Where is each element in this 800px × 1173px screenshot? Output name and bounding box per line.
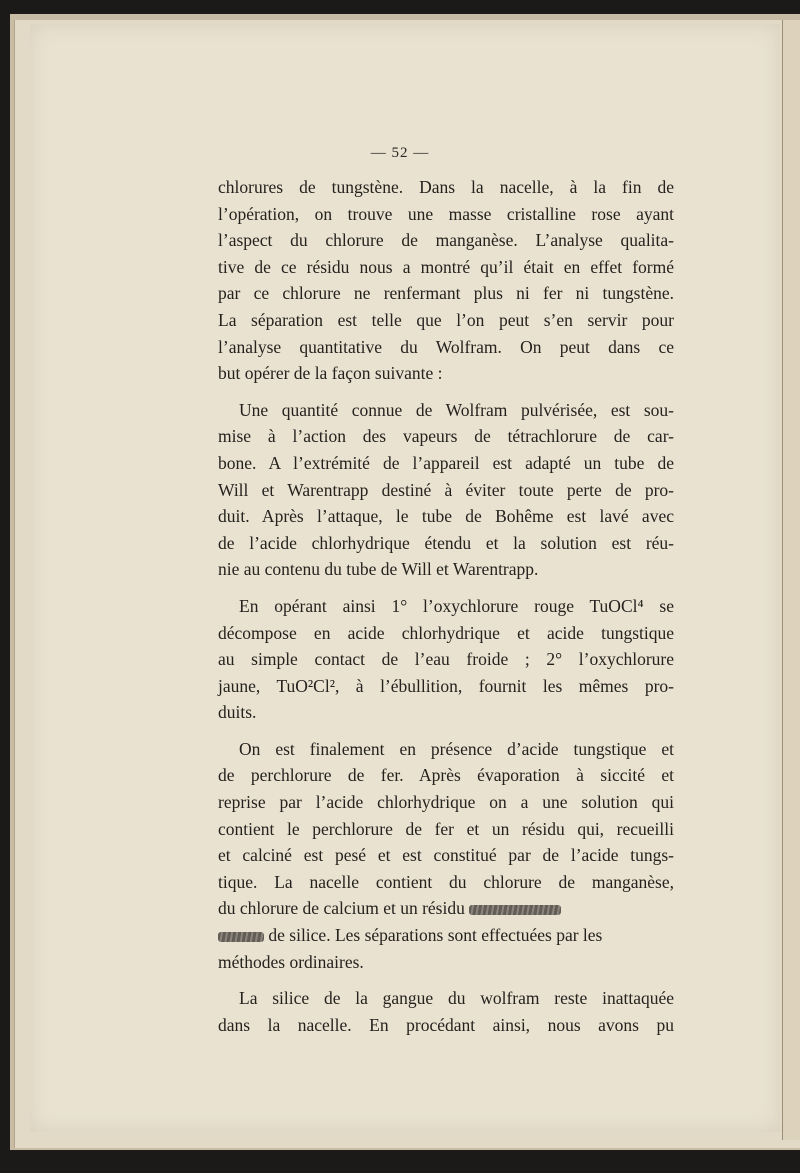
text-line: but opérer de la façon suivante : [218,363,443,384]
text-line: contient le perchlorure de fer et un résidu qui, recueilli [218,818,674,839]
text-line [218,922,674,949]
text-line: En opérant ainsi 1° l’oxychlorure rouge TuOCl⁴ se [239,595,674,616]
text-line: de perchlorure de fer. Après évaporation à siccité et [218,765,674,786]
paragraph [218,736,674,975]
page-number: — 52 — [370,145,430,161]
text-line: On est finalement en présence d’acide tungstique et [239,738,674,759]
text-line: chlorures de tungstène. Dans la nacelle, à la fin de [218,177,674,197]
paragraph [218,593,674,726]
text-line: Une quantité connue de Wolfram pulvérisée, est sou- [239,399,674,420]
text-line: l’analyse quantitative du Wolfram. On peut dans ce [218,336,674,357]
text-line: décompose en acide chlorhydrique et acide tungstique [218,622,674,643]
text-line: par ce chlorure ne renfermant plus ni fer ni tungstène. [218,283,674,304]
paragraph [218,397,674,583]
text-line: dans la nacelle. En procédant ainsi, nous avons pu [218,1014,674,1035]
text-line: et calciné est pesé et est constitué par de l’acide tungs- [218,845,674,866]
text-line: tique. La nacelle contient du chlorure de manganèse, [218,871,674,892]
body-text [218,174,674,1048]
ink-blot [218,932,264,942]
ink-blot [469,905,561,915]
paragraph [218,174,674,387]
text-line: jaune, TuO²Cl², à l’ébullition, fournit les mêmes pro- [218,675,674,696]
text-line: de l’acide chlorhydrique étendu et la solution est réu- [218,532,674,553]
paragraph [218,985,674,1038]
text-line: reprise par l’acide chlorhydrique on a une solution qui [218,792,674,813]
text-line: nie au contenu du tube de Will et Warentrapp. [218,559,539,580]
facing-page-edge [782,20,800,1140]
text-line: méthodes ordinaires. [218,951,364,972]
text-line: au simple contact de l’eau froide ; 2° l’oxychlorure [218,649,674,670]
text-line: bone. A l’extrémité de l’appareil est adapté un tube de [218,452,674,473]
text-line: La séparation est telle que l’on peut s’en servir pour [218,309,674,330]
text-line: duit. Après l’attaque, le tube de Bohême est lavé avec [218,506,674,527]
text-line: duits. [218,702,257,723]
text-segment: de silice. Les séparations sont effectuées par les [268,925,603,946]
text-line: La silice de la gangue du wolfram reste inattaquée [239,988,674,1009]
text-line: tive de ce résidu nous a montré qu’il était en effet formé [218,256,674,277]
text-line: l’aspect du chlorure de manganèse. L’analyse qualita- [218,230,674,251]
text-segment: du chlorure de calcium et un résidu [218,898,465,919]
text-line: l’opération, on trouve une masse cristalline rose ayant [218,203,674,224]
text-line: mise à l’action des vapeurs de tétrachlorure de car- [218,426,674,447]
text-line [218,895,674,922]
text-line: Will et Warentrapp destiné à éviter toute perte de pro- [218,479,674,500]
